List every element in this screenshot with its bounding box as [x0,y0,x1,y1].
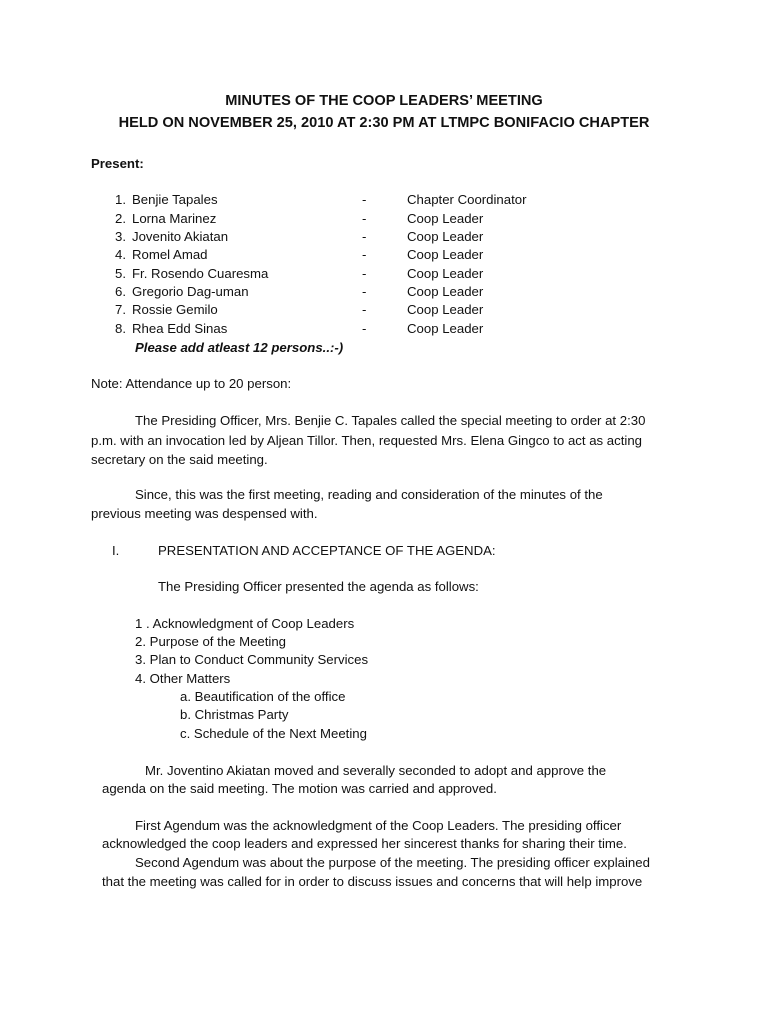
attendee-dash: - [362,211,367,226]
attendee-row [106,228,228,247]
attendee-name: Rhea Edd Sinas [132,321,228,336]
paragraph-line: that the meeting was called for in order to discuss issues and concerns that will help improve [102,874,643,889]
section-number: I. [112,543,120,558]
attendee-name: Rossie Gemilo [132,302,218,317]
attendee-number: 6. [115,284,126,299]
paragraph-line: Since, this was the first meeting, reading and consideration of the minutes of the [135,487,603,502]
attendee-role: Coop Leader [407,302,484,317]
paragraph-line: previous meeting was despensed with. [91,506,318,521]
attendee-number: 5. [115,266,126,281]
sub-agenda-item: c. Schedule of the Next Meeting [180,726,367,741]
attendee-dash: - [362,266,367,281]
attendance-note: Note: Attendance up to 20 person: [91,376,292,391]
attendee-role: Coop Leader [407,266,484,281]
paragraph-line: First Agendum was the acknowledgment of the Coop Leaders. The presiding officer [135,818,622,833]
attendee-role: Chapter Coordinator [407,192,527,207]
document-title-line1: MINUTES OF THE COOP LEADERS’ MEETING [225,93,543,109]
attendee-dash: - [362,321,367,336]
attendee-role: Coop Leader [407,321,484,336]
agenda-item: 4. Other Matters [135,671,231,686]
attendee-row [106,320,227,339]
attendee-name: Lorna Marinez [132,211,217,226]
attendee-row [106,191,218,210]
attendee-dash: - [362,229,367,244]
attendee-dash: - [362,247,367,262]
attendee-row [106,301,218,320]
add-persons-note: Please add atleast 12 persons..:-) [135,340,344,355]
paragraph-line: Mr. Joventino Akiatan moved and severally seconded to adopt and approve the [145,763,607,778]
attendee-dash: - [362,192,367,207]
attendee-name: Gregorio Dag-uman [132,284,249,299]
agenda-item: 3. Plan to Conduct Community Services [135,652,369,667]
paragraph-line: acknowledged the coop leaders and expressed her sincerest thanks for sharing their time. [102,836,627,851]
attendee-number: 1. [115,192,126,207]
attendee-number: 2. [115,211,126,226]
attendee-role: Coop Leader [407,247,484,262]
attendee-name: Jovenito Akiatan [132,229,229,244]
paragraph-line: Second Agendum was about the purpose of the meeting. The presiding officer explained [135,855,650,870]
attendee-role: Coop Leader [407,211,484,226]
paragraph-line: agenda on the said meeting. The motion was carried and approved. [102,781,497,796]
attendee-number: 4. [115,247,126,262]
attendee-row [106,283,249,302]
attendee-name: Benjie Tapales [132,192,218,207]
attendee-number: 3. [115,229,126,244]
attendee-row [106,246,208,265]
present-label: Present: [91,156,144,171]
attendee-role: Coop Leader [407,284,484,299]
attendee-name: Romel Amad [132,247,208,262]
attendee-row [106,265,268,284]
section-title: PRESENTATION AND ACCEPTANCE OF THE AGENDA: [158,543,496,558]
attendee-name: Fr. Rosendo Cuaresma [132,266,269,281]
attendee-dash: - [362,302,367,317]
attendee-role: Coop Leader [407,229,484,244]
attendee-number: 7. [115,302,126,317]
document-title-line2: HELD ON NOVEMBER 25, 2010 AT 2:30 PM AT LTMPC BONIFACIO CHAPTER [118,115,650,131]
paragraph-line: The Presiding Officer, Mrs. Benjie C. Tapales called the special meeting to order at 2:30 [135,413,646,428]
attendee-row [106,210,216,229]
agenda-item: 2. Purpose of the Meeting [135,634,287,649]
agenda-intro: The Presiding Officer presented the agenda as follows: [158,579,479,594]
paragraph-line: p.m. with an invocation led by Aljean Tillor. Then, requested Mrs. Elena Gingco to act as acting [91,433,643,448]
attendee-dash: - [362,284,367,299]
paragraph-line: secretary on the said meeting. [91,452,268,467]
sub-agenda-item: a. Beautification of the office [180,689,346,704]
agenda-item: 1 . Acknowledgment of Coop Leaders [135,616,355,631]
attendee-number: 8. [115,321,126,336]
sub-agenda-item: b. Christmas Party [180,707,289,722]
